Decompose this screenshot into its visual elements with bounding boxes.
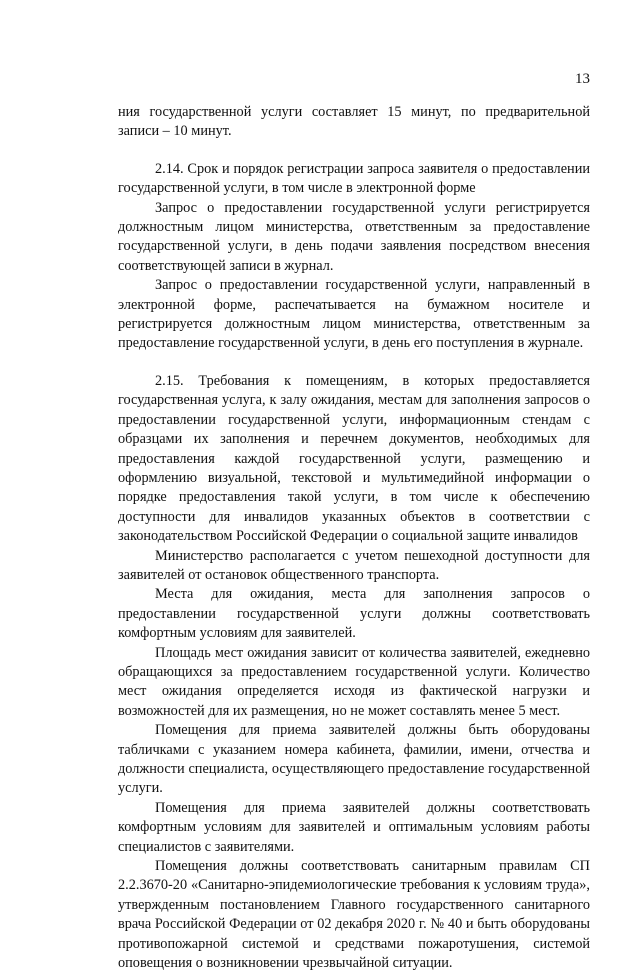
paragraph-waiting-area: Площадь мест ожидания зависит от количества заявителей, ежедневно обращающихся за предоставлением государственной услуги. Количество мест ожидания определяется исходя из фактической нагрузки и возможностей для их размещения, но не может составлять менее 5 мест.: [118, 644, 590, 719]
paragraph-electronic-request: Запрос о предоставлении государственной услуги, направленный в электронной форме, распечатывается на бумажном носителе и регистрируется должностным лицом министерства, ответственным за предоставление государственной услуги, в день его поступления в журнале.: [118, 277, 590, 352]
paragraph-sanitary-rules: Помещения должны соответствовать санитарным правилам СП 2.2.3670-20 «Санитарно-эпидемиологические требования к условиям труда», утвержденным постановлением Главного государственного санитарного врача Российской Федерации от 02 декабря 2020 г. № 40 и быть оборудованы противопожарной системой и средствами пожаротушения, системой оповещения о возникновении чрезвычайной ситуации.: [118, 858, 590, 972]
page-number: 13: [575, 71, 590, 87]
document-body: [118, 103, 590, 973]
paragraph-ministry-location: Министерство располагается с учетом пешеходной доступности для заявителей от остановок общественного транспорта.: [118, 547, 590, 583]
section-heading-2-15: 2.15. Требования к помещениям, в которых предоставляется государственная услуга, к залу ожидания, местам для заполнения запросов о предоставлении государственной услуги, информационным стендам с образцами их заполнения и перечнем документов, необходимых для предоставления каждой государственной услуги, размещению и оформлению визуальной, текстовой и мультимедийной информации о порядке предоставления такой услуги, в том числе к обеспечению доступности для инвалидов указанных объектов в соответствии с законодательством Российской Федерации о социальной защите инвалидов: [118, 372, 590, 545]
paragraph-continuation: ния государственной услуги составляет 15 минут, по предварительной записи – 10 минут.: [118, 104, 590, 140]
paragraph-room-signs: Помещения для приема заявителей должны быть оборудованы табличками с указанием номера кабинета, фамилии, имени, отчества и должности специалиста, осуществляющего предоставление государственной услуги.: [118, 722, 590, 797]
section-heading-2-14: 2.14. Срок и порядок регистрации запроса заявителя о предоставлении государственной услуги, в том числе в электронной форме: [118, 160, 590, 197]
paragraph-room-comfort: Помещения для приема заявителей должны соответствовать комфортным условиям для заявителей и оптимальным условиям работы специалистов с заявителями.: [118, 799, 590, 855]
paragraph-waiting-places: Места для ожидания, места для заполнения запросов о предоставлении государственной услуги должны соответствовать комфортным условиям для заявителей.: [118, 586, 590, 642]
paragraph-registration: Запрос о предоставлении государственной услуги регистрируется должностным лицом министерства, ответственным за предоставление государственной услуги, в день подачи заявления посредством внесения соответствующей записи в журнал.: [118, 199, 590, 274]
